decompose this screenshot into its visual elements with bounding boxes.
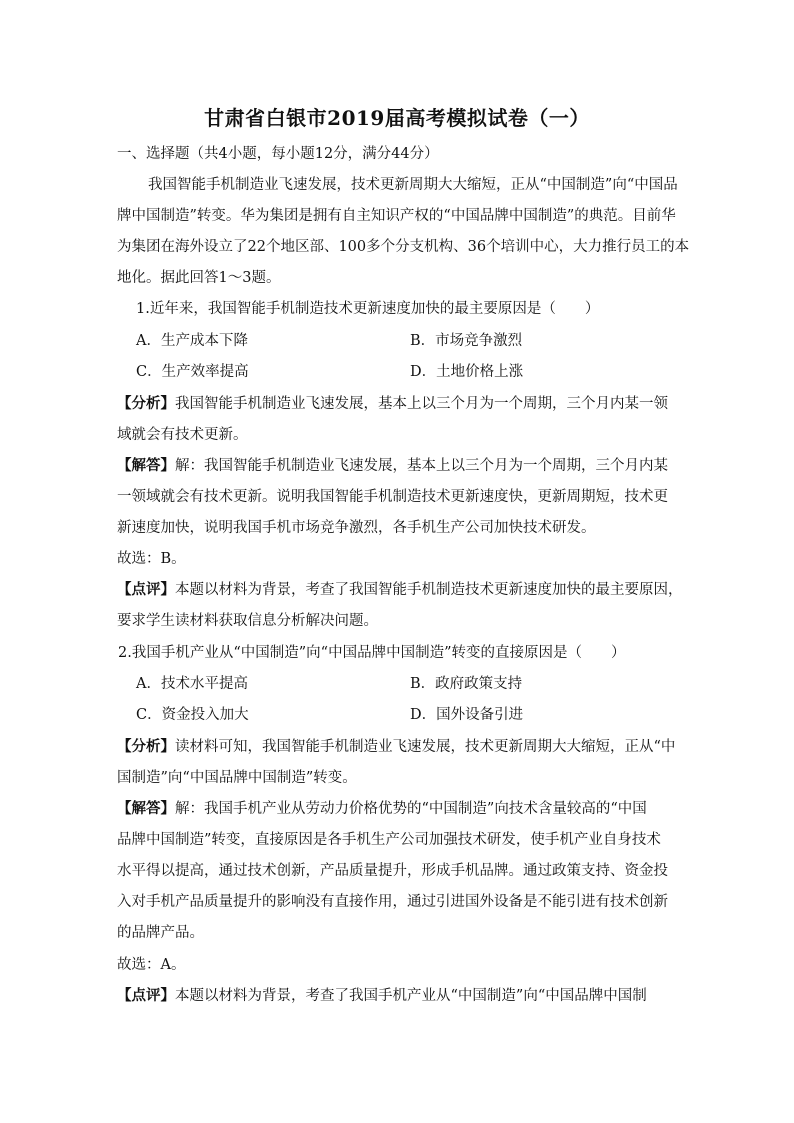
q2-analysis [117, 738, 675, 756]
q2-option-a: A．技术水平提高 [136, 676, 248, 692]
q2-option-d: D．国外设备引进 [410, 707, 524, 723]
q1-option-c: C．生产效率提高 [136, 364, 249, 380]
q1-analysis [117, 395, 668, 413]
analysis-text: 我国智能手机制造业飞速发展，基本上以三个月为一个周期，三个月内某一领 [175, 396, 668, 412]
answer-tag: 【解答】 [117, 800, 175, 817]
q2-choice: 故选：A。 [117, 957, 186, 973]
answer-text: 入对手机产品质量提升的影响没有直接作用，通过引进国外设备是不能引进有技术创新 [117, 894, 668, 910]
q1-option-b: B．市场竞争激烈 [410, 333, 523, 349]
analysis-text: 读材料可知，我国智能手机制造业飞速发展，技术更新周期大大缩短，正从“中 [175, 739, 676, 755]
analysis-tag: 【分析】 [117, 738, 175, 755]
q2-comment [117, 987, 647, 1005]
analysis-tag: 【分析】 [117, 395, 175, 412]
comment-text: 本题以材料为背景，考查了我国智能手机制造技术更新速度加快的最主要原因， [175, 582, 683, 598]
material-line: 为集团在海外设立了22个地区部、100多个分支机构、36个培训中心，大力推行员工的本 [117, 239, 690, 255]
question-2-stem: 2.我国手机产业从“中国制造”向“中国品牌中国制造”转变的直接原因是（ ） [118, 645, 626, 661]
comment-text: 要求学生读材料获取信息分析解决问题。 [117, 613, 378, 629]
answer-text: 品牌中国制造”转变，直接原因是各手机生产公司加强技术研发，使手机产业自身技术 [117, 832, 661, 848]
material-line: 地化。据此回答1～3题。 [117, 270, 281, 286]
comment-tag: 【点评】 [117, 987, 175, 1004]
q1-option-a: A．生产成本下降 [136, 333, 248, 349]
answer-text: 水平得以提高，通过技术创新，产品质量提升，形成手机品牌。通过政策支持、资金投 [117, 863, 668, 879]
q2-option-b: B．政府政策支持 [410, 676, 523, 692]
q1-comment [117, 581, 683, 599]
page-title: 甘肃省白银市2019届高考模拟试卷（一） [204, 106, 590, 130]
section-heading: 一、选择题（共4小题，每小题12分，满分44分） [117, 146, 439, 162]
answer-text: 的品牌产品。 [117, 925, 204, 941]
q2-option-c: C．资金投入加大 [136, 707, 249, 723]
answer-text: 一领域就会有技术更新。说明我国智能手机制造技术更新速度快，更新周期短，技术更 [117, 489, 668, 505]
answer-text: 新速度加快，说明我国手机市场竞争激烈，各手机生产公司加快技术研发。 [117, 520, 596, 536]
material-line: 我国智能手机制造业飞速发展，技术更新周期大大缩短，正从“中国制造”向“中国品 [148, 177, 678, 193]
q1-choice: 故选：B。 [117, 551, 186, 567]
comment-tag: 【点评】 [117, 581, 175, 598]
q2-answer [117, 800, 647, 818]
comment-text: 本题以材料为背景，考查了我国手机产业从“中国制造”向“中国品牌中国制 [175, 988, 647, 1004]
question-1-stem: 1.近年来，我国智能手机制造技术更新速度加快的最主要原因是（ ） [136, 301, 600, 317]
analysis-text: 国制造”向“中国品牌中国制造”转变。 [117, 770, 357, 786]
answer-tag: 【解答】 [117, 457, 175, 474]
analysis-text: 域就会有技术更新。 [117, 427, 248, 443]
material-line: 牌中国制造”转变。华为集团是拥有自主知识产权的“中国品牌中国制造”的典范。目前华 [117, 208, 676, 224]
q1-option-d: D．土地价格上涨 [410, 364, 524, 380]
answer-text: 解：我国智能手机制造业飞速发展，基本上以三个月为一个周期，三个月内某 [175, 458, 668, 474]
q1-answer [117, 457, 668, 475]
answer-text: 解：我国手机产业从劳动力价格优势的“中国制造”向技术含量较高的“中国 [175, 801, 647, 817]
